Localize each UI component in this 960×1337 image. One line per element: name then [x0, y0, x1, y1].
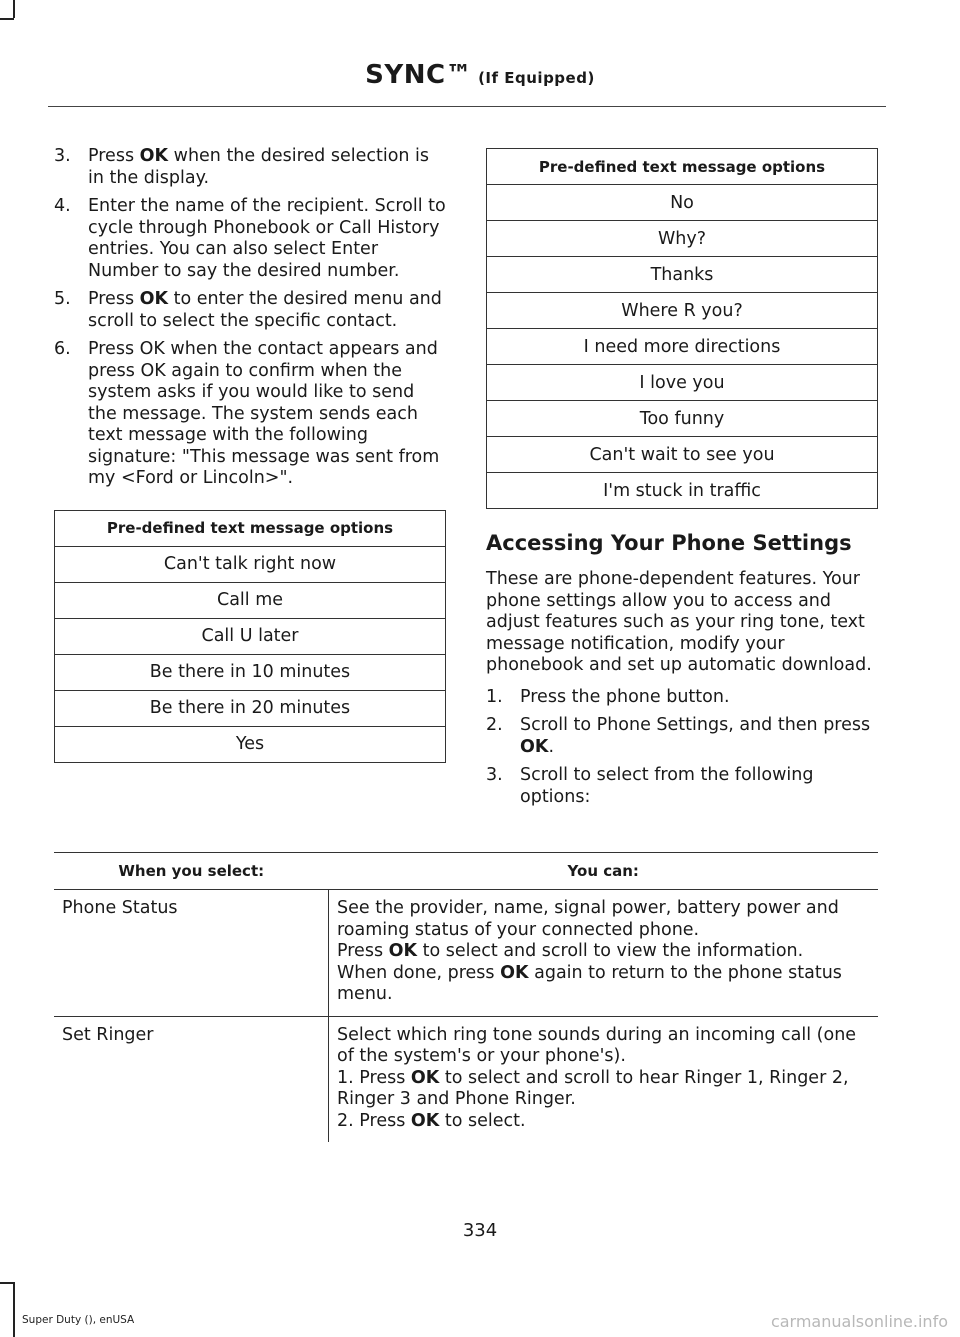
table-row: Call me	[55, 582, 446, 618]
table-row: Can't talk right now	[55, 546, 446, 582]
section-heading: Accessing Your Phone Settings	[486, 531, 852, 555]
list-item: 4. Enter the name of the recipient. Scroll to cycle through Phonebook or Call History entries. You can also select Enter Number to say the desired number.	[54, 196, 446, 281]
list-item: 2. Scroll to Phone Settings, and then press OK.	[486, 715, 871, 757]
table-row	[54, 890, 878, 1017]
header-divider	[48, 106, 886, 107]
footer-text: Super Duty (), enUSA	[22, 1314, 135, 1326]
page-header	[0, 60, 960, 90]
text-message-options-table-right	[486, 148, 878, 509]
table-row: Call U later	[55, 618, 446, 654]
list-item: 3. Scroll to select from the following options:	[486, 765, 814, 807]
cell-description: See the provider, name, signal power, battery power and roaming status of your connected phone. Press OK to select and scroll to view the information. When done, press OK again to return to the phone status menu.	[329, 890, 879, 1017]
phone-settings-steps	[486, 687, 878, 809]
list-item: 3. Press OK when the desired selection is in the display.	[54, 146, 430, 188]
table-row: I'm stuck in traffic	[487, 473, 878, 509]
list-item: 6. Press OK when the contact appears and press OK again to confirm when the system asks if you would like to send the message. The system sends each text message with the following signature: "This message was sent from my <Ford or Lincoln>".	[54, 339, 440, 488]
table-row: Can't wait to see you	[487, 437, 878, 473]
text-message-options-table-left	[54, 510, 446, 763]
list-item: 5. Press OK to enter the desired menu and scroll to select the specific contact.	[54, 289, 442, 331]
cell-select: Set Ringer	[62, 1024, 154, 1045]
right-column	[486, 148, 878, 815]
table-row: I need more directions	[487, 329, 878, 365]
crop-mark-bottom-left-h	[0, 1282, 14, 1284]
table-row: Where R you?	[487, 293, 878, 329]
table-row: Thanks	[487, 257, 878, 293]
crop-mark-top-left-v	[13, 0, 15, 18]
table-row: Be there in 10 minutes	[55, 654, 446, 690]
phone-settings-table	[54, 852, 878, 1142]
crop-mark-top-left-h	[0, 18, 14, 20]
left-column	[54, 146, 446, 763]
table-row: Why?	[487, 221, 878, 257]
table-row: Be there in 20 minutes	[55, 690, 446, 726]
table-row: Too funny	[487, 401, 878, 437]
table-row: Yes	[55, 726, 446, 762]
crop-mark-bottom-left-v	[13, 1282, 15, 1337]
table-header: Pre-defined text message options	[55, 510, 446, 546]
table-row: I love you	[487, 365, 878, 401]
cell-select: Phone Status	[54, 890, 329, 1017]
section-intro: These are phone-dependent features. Your phone settings allow you to access and adjust features such as your ring tone, text message notification, modify your phonebook and set up automatic download.	[486, 569, 872, 675]
col-header-can: You can:	[329, 853, 879, 890]
header-title: SYNC™	[365, 60, 473, 90]
table-row	[54, 1016, 878, 1142]
watermark: carmanualsonline.info	[770, 1312, 948, 1331]
list-item: 1. Press the phone button.	[486, 686, 730, 707]
col-header-select: When you select:	[54, 853, 329, 890]
page-number: 334	[462, 1220, 498, 1241]
header-subtitle: (If Equipped)	[478, 69, 595, 87]
table-row: No	[487, 185, 878, 221]
cell-description: Select which ring tone sounds during an incoming call (one of the system's or your phone's). 1. Press OK to select and scroll to hear Ringer 1, Ringer 2, Ringer 3 and Phone Ringer. 2. Press OK to select.	[329, 1016, 879, 1142]
table-header: Pre-defined text message options	[487, 149, 878, 185]
left-steps-list	[54, 146, 446, 490]
